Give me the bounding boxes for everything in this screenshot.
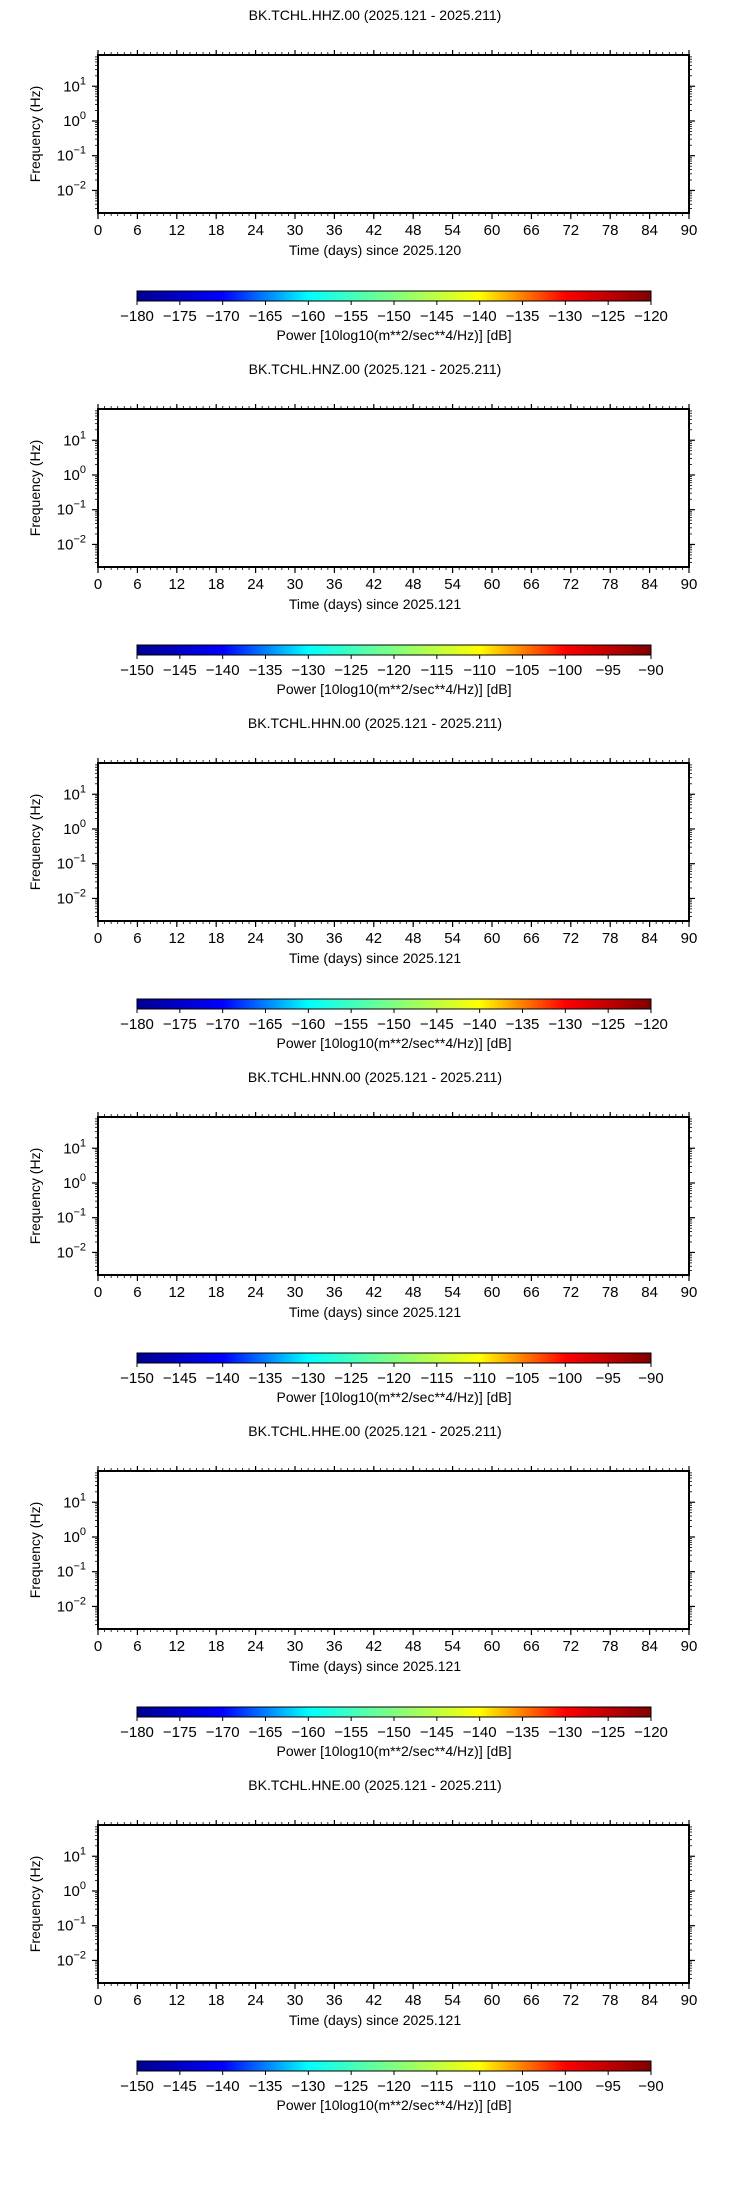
colorbar-tick-label: −130: [548, 1724, 583, 1741]
x-tick-label: 48: [404, 930, 422, 947]
colorbar-tick-label: −135: [505, 1016, 540, 1033]
x-tick-label: 60: [483, 1638, 501, 1655]
y-tick-label: $10^{-2}$: [56, 1949, 86, 1970]
colorbar: [137, 291, 651, 301]
x-tick-label: 18: [207, 576, 225, 593]
x-tick-label: 30: [286, 1992, 304, 2009]
x-tick-label: 78: [601, 576, 619, 593]
x-tick-label: 0: [93, 1638, 103, 1655]
x-tick-label: 84: [641, 930, 658, 947]
x-tick-label: 30: [286, 1284, 304, 1301]
colorbar-tick-label: −120: [634, 308, 668, 325]
colorbar-tick-label: −175: [162, 1724, 197, 1741]
x-tick-label: 6: [133, 930, 142, 947]
x-tick-label: 6: [133, 1638, 142, 1655]
x-tick-label: 42: [365, 1992, 383, 2009]
colorbar-tick-label: −110: [463, 1370, 497, 1387]
colorbar-tick-label: −130: [291, 2078, 326, 2095]
x-tick-label: 66: [523, 1638, 540, 1655]
colorbar-tick-label: −130: [291, 662, 326, 679]
x-tick-label: 24: [247, 1284, 264, 1301]
x-tick-label: 36: [326, 576, 343, 593]
x-tick-label: 54: [444, 1284, 461, 1301]
colorbar-tick-label: −160: [291, 308, 326, 325]
x-tick-label: 54: [444, 576, 461, 593]
colorbar-tick-label: −120: [377, 2078, 411, 2095]
colorbar-tick-label: −140: [462, 1016, 497, 1033]
colorbar-tick-label: −150: [120, 1370, 154, 1387]
colorbar-tick-label: −160: [291, 1724, 326, 1741]
x-tick-label: 84: [641, 222, 658, 239]
panel-title: BK.TCHL.HNN.00 (2025.121 - 2025.211): [247, 1069, 503, 1085]
x-tick-label: 78: [601, 1992, 619, 2009]
colorbar-tick-label: −105: [505, 1370, 540, 1387]
x-tick-label: 30: [286, 1638, 304, 1655]
colorbar-tick-label: −120: [377, 1370, 411, 1387]
colorbar-tick-label: −115: [420, 1370, 454, 1387]
colorbar-tick-label: −165: [248, 1016, 283, 1033]
y-tick-label: $10^{-2}$: [56, 179, 86, 200]
colorbar-tick-label: −120: [634, 1016, 668, 1033]
colorbar-label: Power [10log10(m**2/sec**4/Hz)] [dB]: [276, 2097, 512, 2113]
colorbar-tick-label: −130: [548, 308, 583, 325]
x-tick-label: 66: [523, 1284, 540, 1301]
x-tick-label: 24: [247, 1638, 264, 1655]
colorbar-tick-label: −175: [162, 1016, 197, 1033]
x-tick-label: 54: [444, 1638, 461, 1655]
colorbar-tick-label: −145: [419, 308, 454, 325]
colorbar-label: Power [10log10(m**2/sec**4/Hz)] [dB]: [276, 1743, 512, 1759]
x-tick-label: 12: [168, 576, 186, 593]
colorbar-tick-label: −140: [205, 1370, 240, 1387]
colorbar-tick-label: −120: [377, 662, 411, 679]
x-tick-label: 66: [523, 576, 540, 593]
y-axis-label: Frequency (Hz): [27, 85, 43, 183]
colorbar-tick-label: −115: [420, 662, 454, 679]
colorbar: [137, 2061, 651, 2071]
x-tick-label: 78: [601, 1284, 619, 1301]
y-tick-label: $10^0$: [63, 817, 86, 838]
colorbar-tick-label: −90: [638, 1370, 664, 1387]
panel-title: BK.TCHL.HHE.00 (2025.121 - 2025.211): [248, 1423, 502, 1439]
x-tick-label: 6: [133, 1284, 142, 1301]
x-tick-label: 48: [404, 576, 422, 593]
colorbar-tick-label: −110: [463, 662, 497, 679]
panel-title: BK.TCHL.HNE.00 (2025.121 - 2025.211): [248, 1777, 502, 1793]
x-tick-label: 18: [207, 222, 225, 239]
x-tick-label: 6: [133, 222, 142, 239]
colorbar-tick-label: −130: [548, 1016, 583, 1033]
y-axis-label: Frequency (Hz): [27, 793, 43, 891]
colorbar-tick-label: −170: [205, 1724, 240, 1741]
colorbar-tick-label: −145: [162, 662, 197, 679]
colorbar-tick-label: −135: [505, 308, 540, 325]
colorbar-tick-label: −135: [248, 2078, 283, 2095]
colorbar-tick-label: −180: [120, 1016, 154, 1033]
y-tick-label: $10^{-1}$: [56, 1914, 86, 1935]
x-tick-label: 0: [93, 930, 103, 947]
x-tick-label: 36: [326, 222, 343, 239]
colorbar-tick-label: −165: [248, 1724, 283, 1741]
colorbar-tick-label: −110: [463, 2078, 497, 2095]
colorbar-tick-label: −135: [248, 1370, 283, 1387]
x-tick-label: 0: [93, 576, 103, 593]
x-tick-label: 30: [286, 222, 304, 239]
colorbar-tick-label: −115: [420, 2078, 454, 2095]
x-tick-label: 60: [483, 222, 501, 239]
colorbar-label: Power [10log10(m**2/sec**4/Hz)] [dB]: [276, 681, 512, 697]
plot-area: [98, 409, 689, 567]
colorbar-tick-label: −150: [120, 2078, 154, 2095]
colorbar-tick-label: −180: [120, 308, 154, 325]
x-tick-label: 84: [641, 1638, 658, 1655]
x-tick-label: 6: [133, 1992, 142, 2009]
colorbar-tick-label: −130: [291, 1370, 326, 1387]
colorbar-tick-label: −125: [334, 1370, 369, 1387]
colorbar-tick-label: −100: [548, 2078, 583, 2095]
x-tick-label: 78: [601, 222, 619, 239]
colorbar-tick-label: −145: [162, 1370, 197, 1387]
x-tick-label: 72: [562, 1638, 580, 1655]
colorbar-tick-label: −90: [638, 662, 664, 679]
y-tick-label: $10^0$: [63, 109, 86, 130]
colorbar-tick-label: −145: [162, 2078, 197, 2095]
y-tick-label: $10^1$: [63, 1845, 86, 1866]
x-tick-label: 42: [365, 576, 383, 593]
colorbar-tick-label: −125: [334, 662, 369, 679]
x-tick-label: 90: [680, 576, 698, 593]
x-tick-label: 84: [641, 1992, 658, 2009]
y-axis-label: Frequency (Hz): [27, 1501, 43, 1599]
colorbar-tick-label: −140: [205, 2078, 240, 2095]
x-tick-label: 72: [562, 930, 580, 947]
x-tick-label: 12: [168, 1284, 186, 1301]
colorbar-tick-label: −165: [248, 308, 283, 325]
y-tick-label: $10^{-2}$: [56, 533, 86, 554]
colorbar: [137, 645, 651, 655]
x-tick-label: 78: [601, 1638, 619, 1655]
panel-title: BK.TCHL.HHN.00 (2025.121 - 2025.211): [247, 715, 503, 731]
x-tick-label: 90: [680, 1992, 698, 2009]
colorbar-tick-label: −145: [419, 1016, 454, 1033]
x-tick-label: 30: [286, 576, 304, 593]
panel-title: BK.TCHL.HNZ.00 (2025.121 - 2025.211): [248, 361, 502, 377]
y-tick-label: $10^1$: [63, 429, 86, 450]
plot-area: [98, 1471, 689, 1629]
colorbar-tick-label: −125: [591, 1724, 626, 1741]
x-tick-label: 66: [523, 930, 540, 947]
colorbar-tick-label: −155: [334, 1724, 369, 1741]
colorbar-tick-label: −140: [205, 662, 240, 679]
y-tick-label: $10^0$: [63, 463, 86, 484]
colorbar-tick-label: −120: [634, 1724, 668, 1741]
colorbar-tick-label: −160: [291, 1016, 326, 1033]
x-tick-label: 48: [404, 1638, 422, 1655]
colorbar-tick-label: −95: [595, 1370, 621, 1387]
x-tick-label: 24: [247, 222, 264, 239]
y-tick-label: $10^1$: [63, 1137, 86, 1158]
x-tick-label: 90: [680, 1284, 698, 1301]
x-axis-label: Time (days) since 2025.121: [288, 1658, 462, 1674]
y-tick-label: $10^{-1}$: [56, 1560, 86, 1581]
colorbar-tick-label: −95: [595, 662, 621, 679]
x-tick-label: 36: [326, 930, 343, 947]
colorbar-tick-label: −155: [334, 1016, 369, 1033]
x-tick-label: 18: [207, 930, 225, 947]
colorbar-tick-label: −105: [505, 662, 540, 679]
x-tick-label: 60: [483, 930, 501, 947]
x-tick-label: 72: [562, 1284, 580, 1301]
colorbar-tick-label: −100: [548, 662, 583, 679]
x-tick-label: 90: [680, 1638, 698, 1655]
x-tick-label: 66: [523, 222, 540, 239]
y-axis-label: Frequency (Hz): [27, 1855, 43, 1953]
x-tick-label: 0: [93, 222, 103, 239]
x-tick-label: 12: [168, 1992, 186, 2009]
x-tick-label: 24: [247, 930, 264, 947]
colorbar-tick-label: −125: [591, 308, 626, 325]
x-tick-label: 60: [483, 1284, 501, 1301]
colorbar-tick-label: −150: [120, 662, 154, 679]
colorbar-tick-label: −125: [334, 2078, 369, 2095]
x-tick-label: 84: [641, 576, 658, 593]
colorbar-tick-label: −170: [205, 308, 240, 325]
plot-area: [98, 1117, 689, 1275]
y-tick-label: $10^{-2}$: [56, 887, 86, 908]
x-tick-label: 36: [326, 1638, 343, 1655]
x-tick-label: 36: [326, 1284, 343, 1301]
x-axis-label: Time (days) since 2025.121: [288, 1304, 462, 1320]
colorbar-tick-label: −180: [120, 1724, 154, 1741]
y-tick-label: $10^{-2}$: [56, 1595, 86, 1616]
colorbar-tick-label: −90: [638, 2078, 664, 2095]
x-tick-label: 48: [404, 222, 422, 239]
colorbar-tick-label: −100: [548, 1370, 583, 1387]
x-tick-label: 0: [93, 1992, 103, 2009]
y-tick-label: $10^0$: [63, 1171, 86, 1192]
colorbar: [137, 999, 651, 1009]
y-tick-label: $10^1$: [63, 1491, 86, 1512]
x-tick-label: 24: [247, 576, 264, 593]
colorbar-tick-label: −155: [334, 308, 369, 325]
colorbar-tick-label: −145: [419, 1724, 454, 1741]
x-axis-label: Time (days) since 2025.121: [288, 950, 462, 966]
x-tick-label: 54: [444, 1992, 461, 2009]
x-tick-label: 54: [444, 222, 461, 239]
x-tick-label: 18: [207, 1284, 225, 1301]
colorbar-label: Power [10log10(m**2/sec**4/Hz)] [dB]: [276, 1389, 512, 1405]
colorbar-tick-label: −150: [377, 308, 411, 325]
x-tick-label: 12: [168, 1638, 186, 1655]
x-tick-label: 12: [168, 930, 186, 947]
colorbar-tick-label: −125: [591, 1016, 626, 1033]
colorbar-tick-label: −150: [377, 1016, 411, 1033]
x-axis-label: Time (days) since 2025.121: [288, 596, 462, 612]
y-axis-label: Frequency (Hz): [27, 1147, 43, 1245]
y-tick-label: $10^0$: [63, 1879, 86, 1900]
y-tick-label: $10^{-2}$: [56, 1241, 86, 1262]
y-tick-label: $10^{-1}$: [56, 852, 86, 873]
colorbar-tick-label: −95: [595, 2078, 621, 2095]
panel-title: BK.TCHL.HHZ.00 (2025.121 - 2025.211): [248, 7, 502, 23]
x-axis-label: Time (days) since 2025.121: [288, 2012, 462, 2028]
x-tick-label: 78: [601, 930, 619, 947]
x-tick-label: 12: [168, 222, 186, 239]
x-tick-label: 48: [404, 1992, 422, 2009]
x-tick-label: 72: [562, 222, 580, 239]
colorbar-tick-label: −140: [462, 1724, 497, 1741]
x-tick-label: 60: [483, 576, 501, 593]
x-tick-label: 18: [207, 1638, 225, 1655]
x-tick-label: 0: [93, 1284, 103, 1301]
x-tick-label: 72: [562, 1992, 580, 2009]
x-tick-label: 90: [680, 930, 698, 947]
colorbar-tick-label: −135: [248, 662, 283, 679]
x-tick-label: 30: [286, 930, 304, 947]
y-tick-label: $10^1$: [63, 783, 86, 804]
y-tick-label: $10^1$: [63, 75, 86, 96]
x-tick-label: 72: [562, 576, 580, 593]
x-tick-label: 42: [365, 1284, 383, 1301]
x-tick-label: 6: [133, 576, 142, 593]
x-tick-label: 60: [483, 1992, 501, 2009]
x-tick-label: 42: [365, 930, 383, 947]
x-tick-label: 84: [641, 1284, 658, 1301]
plot-area: [98, 55, 689, 213]
y-axis-label: Frequency (Hz): [27, 439, 43, 537]
y-tick-label: $10^0$: [63, 1525, 86, 1546]
y-tick-label: $10^{-1}$: [56, 1206, 86, 1227]
x-tick-label: 90: [680, 222, 698, 239]
plot-area: [98, 1825, 689, 1983]
y-tick-label: $10^{-1}$: [56, 144, 86, 165]
colorbar-tick-label: −105: [505, 2078, 540, 2095]
x-axis-label: Time (days) since 2025.120: [288, 242, 462, 258]
colorbar-tick-label: −140: [462, 308, 497, 325]
y-tick-label: $10^{-1}$: [56, 498, 86, 519]
x-tick-label: 18: [207, 1992, 225, 2009]
colorbar-tick-label: −150: [377, 1724, 411, 1741]
x-tick-label: 42: [365, 1638, 383, 1655]
colorbar: [137, 1707, 651, 1717]
colorbar-label: Power [10log10(m**2/sec**4/Hz)] [dB]: [276, 1035, 512, 1051]
x-tick-label: 24: [247, 1992, 264, 2009]
colorbar-label: Power [10log10(m**2/sec**4/Hz)] [dB]: [276, 327, 512, 343]
x-tick-label: 48: [404, 1284, 422, 1301]
x-tick-label: 36: [326, 1992, 343, 2009]
plot-area: [98, 763, 689, 921]
colorbar-tick-label: −175: [162, 308, 197, 325]
colorbar-tick-label: −135: [505, 1724, 540, 1741]
colorbar-tick-label: −170: [205, 1016, 240, 1033]
x-tick-label: 42: [365, 222, 383, 239]
x-tick-label: 54: [444, 930, 461, 947]
colorbar: [137, 1353, 651, 1363]
x-tick-label: 66: [523, 1992, 540, 2009]
